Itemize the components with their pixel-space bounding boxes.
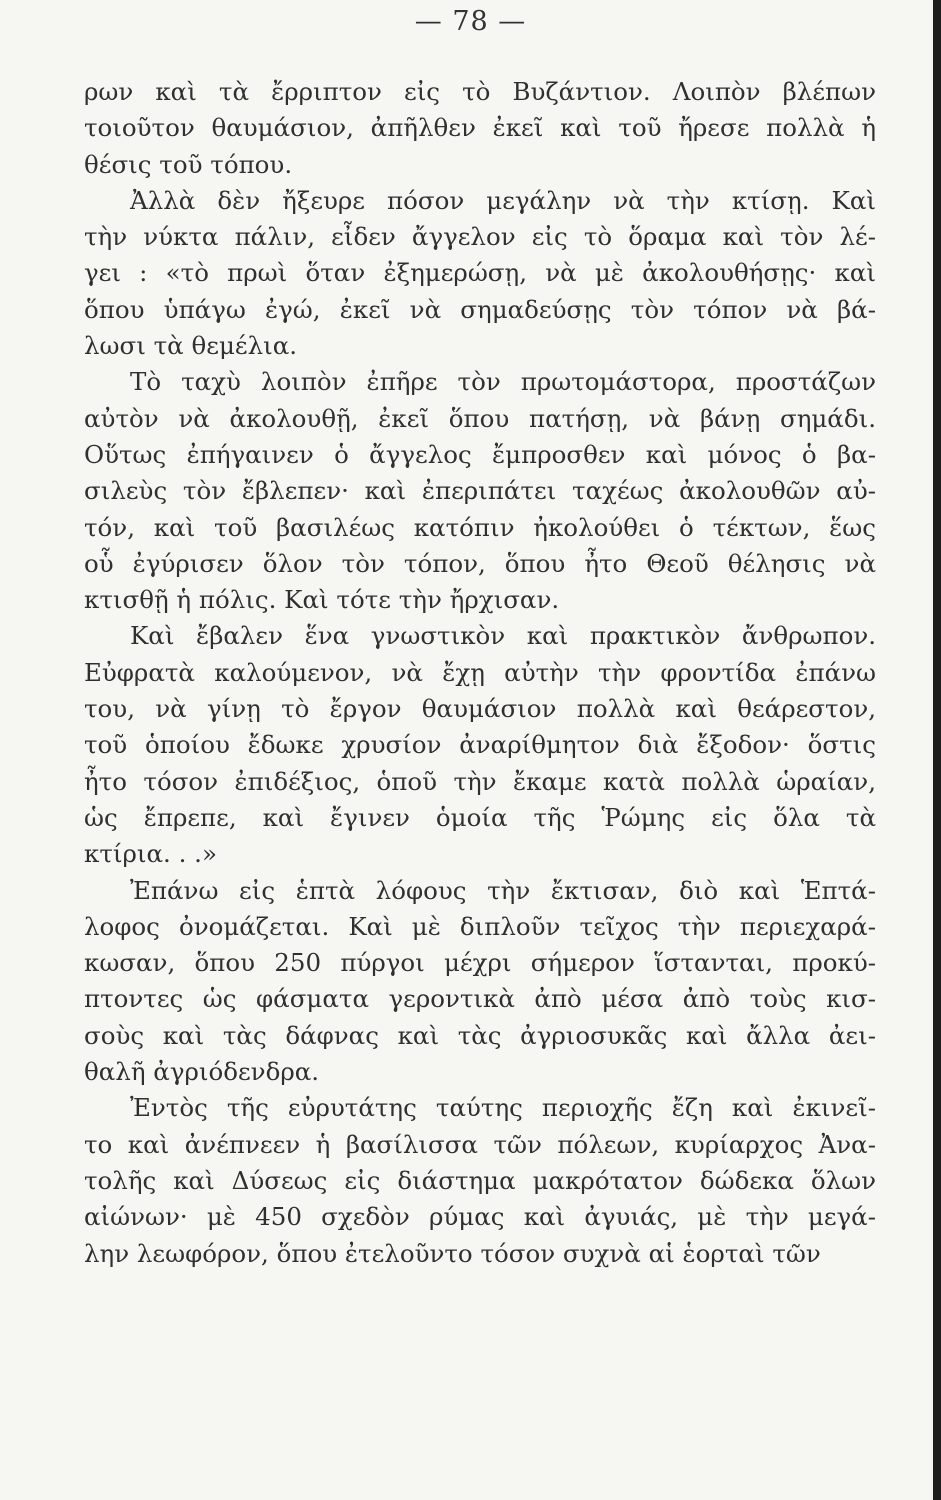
text-line: του, νὰ γίνῃ τὸ ἔργον θαυμάσιον πολλὰ καὶ θεάρεστον, xyxy=(84,694,876,724)
text-line: κτισθῇ ἡ πόλις. Καὶ τότε τὴν ἤρχισαν. xyxy=(84,585,560,615)
text-line: θαλῆ ἀγριόδενδρα. xyxy=(84,1057,320,1087)
text-line: οὗ ἐγύρισεν ὅλον τὸν τόπον, ὅπου ἦτο Θεοῦ θέλησις νὰ xyxy=(84,548,876,578)
text-line: αἰώνων· μὲ 450 σχεδὸν ρύμας καὶ ἀγυιάς, μὲ τὴν μεγά- xyxy=(84,1202,876,1232)
text-line: σοὺς καὶ τὰς δάφνας καὶ τὰς ἀγριοσυκᾶς καὶ ἄλλα ἀει- xyxy=(84,1020,876,1050)
text-line: ὡς ἔπρεπε, καὶ ἔγινεν ὁμοία τῆς Ῥώμης εἰς ὅλα τὰ xyxy=(84,802,876,832)
text-line: ὅπου ὑπάγω ἐγώ, ἐκεῖ νὰ σημαδεύσῃς τὸν τόπον νὰ βά- xyxy=(84,294,876,324)
text-line: το καὶ ἀνέπνεεν ἡ βασίλισσα τῶν πόλεων, κυρίαρχος Ἀνα- xyxy=(84,1129,876,1159)
text-line: Καὶ ἔβαλεν ἕνα γνωστικὸν καὶ πρακτικὸν ἄνθρωπον. xyxy=(130,621,876,651)
text-line: κτίρια. . .» xyxy=(84,839,217,869)
text-line: τολῆς καὶ Δύσεως εἰς διάστημα μακρότατον δώδεκα ὅλων xyxy=(84,1165,876,1195)
body-text xyxy=(84,74,876,1272)
text-line: ρων καὶ τὰ ἔρριπτον εἰς τὸ Βυζάντιον. Λοιπὸν βλέπων xyxy=(84,77,876,106)
text-line: κωσαν, ὅπου 250 πύργοι μέχρι σήμερον ἵστανται, προκύ- xyxy=(84,948,876,978)
text-line: σιλεὺς τὸν ἔβλεπεν· καὶ ἐπεριπάτει ταχέως ἀκολουθῶν αὐ- xyxy=(84,476,876,506)
text-line: ἦτο τόσον ἐπιδέξιος, ὁποῦ τὴν ἔκαμε κατὰ πολλὰ ὡραίαν, xyxy=(84,766,876,796)
paragraph xyxy=(84,618,876,872)
paragraph xyxy=(84,74,876,183)
text-line: Τὸ ταχὺ λοιπὸν ἐπῆρε τὸν πρωτομάστορα, προστάζων xyxy=(130,367,876,397)
text-line: θέσις τοῦ τόπου. xyxy=(84,149,293,179)
paragraph xyxy=(84,183,876,364)
text-line: τόν, καὶ τοῦ βασιλέως κατόπιν ἠκολούθει ὁ τέκτων, ἕως xyxy=(84,512,876,542)
text-line: λην λεωφόρον, ὅπου ἐτελοῦντο τόσον συχνὰ αἱ ἑορταὶ τῶν xyxy=(84,1238,821,1268)
text-line: τοῦ ὁποίου ἔδωκε χρυσίον ἀναρίθμητον διὰ ἔξοδον· ὅστις xyxy=(84,730,876,760)
paragraph xyxy=(84,1090,876,1271)
page-edge-shadow xyxy=(933,0,941,1500)
text-line: λωσι τὰ θεμέλια. xyxy=(84,331,298,361)
text-line: Ἀλλὰ δὲν ἤξευρε πόσον μεγάλην νὰ τὴν κτίσῃ. Καὶ xyxy=(130,185,876,215)
text-line: πτοντες ὡς φάσματα γεροντικὰ ἀπὸ μέσα ἀπὸ τοὺς κισ- xyxy=(84,984,876,1014)
paragraph xyxy=(84,873,876,1091)
text-line: Ἐπάνω εἰς ἑπτὰ λόφους τὴν ἔκτισαν, διὸ καὶ Ἑπτά- xyxy=(130,875,876,905)
text-line: Εὐφρατὰ καλούμενον, νὰ ἔχῃ αὐτὴν τὴν φροντίδα ἐπάνω xyxy=(84,657,876,687)
text-line: Ἐντὸς τῆς εὐρυτάτης ταύτης περιοχῆς ἔζη καὶ ἐκινεῖ- xyxy=(130,1093,876,1123)
paragraph xyxy=(84,364,876,618)
page-number: — 78 — xyxy=(414,6,527,37)
text-line: γει : «τὸ πρωὶ ὅταν ἐξημερώσῃ, νὰ μὲ ἀκολουθήσῃς· καὶ xyxy=(84,258,876,288)
text-line: αὐτὸν νὰ ἀκολουθῇ, ἐκεῖ ὅπου πατήσῃ, νὰ βάνῃ σημάδι. xyxy=(84,403,876,433)
text-line: Οὕτως ἐπήγαινεν ὁ ἄγγελος ἔμπροσθεν καὶ μόνος ὁ βα- xyxy=(84,439,876,469)
text-line: τὴν νύκτα πάλιν, εἶδεν ἄγγελον εἰς τὸ ὅραμα καὶ τὸν λέ- xyxy=(84,222,876,252)
text-line: λοφος ὀνομάζεται. Καὶ μὲ διπλοῦν τεῖχος τὴν περιεχαρά- xyxy=(84,911,876,941)
text-line: τοιοῦτον θαυμάσιον, ἀπῆλθεν ἐκεῖ καὶ τοῦ ἤρεσε πολλὰ ἡ xyxy=(84,113,876,143)
